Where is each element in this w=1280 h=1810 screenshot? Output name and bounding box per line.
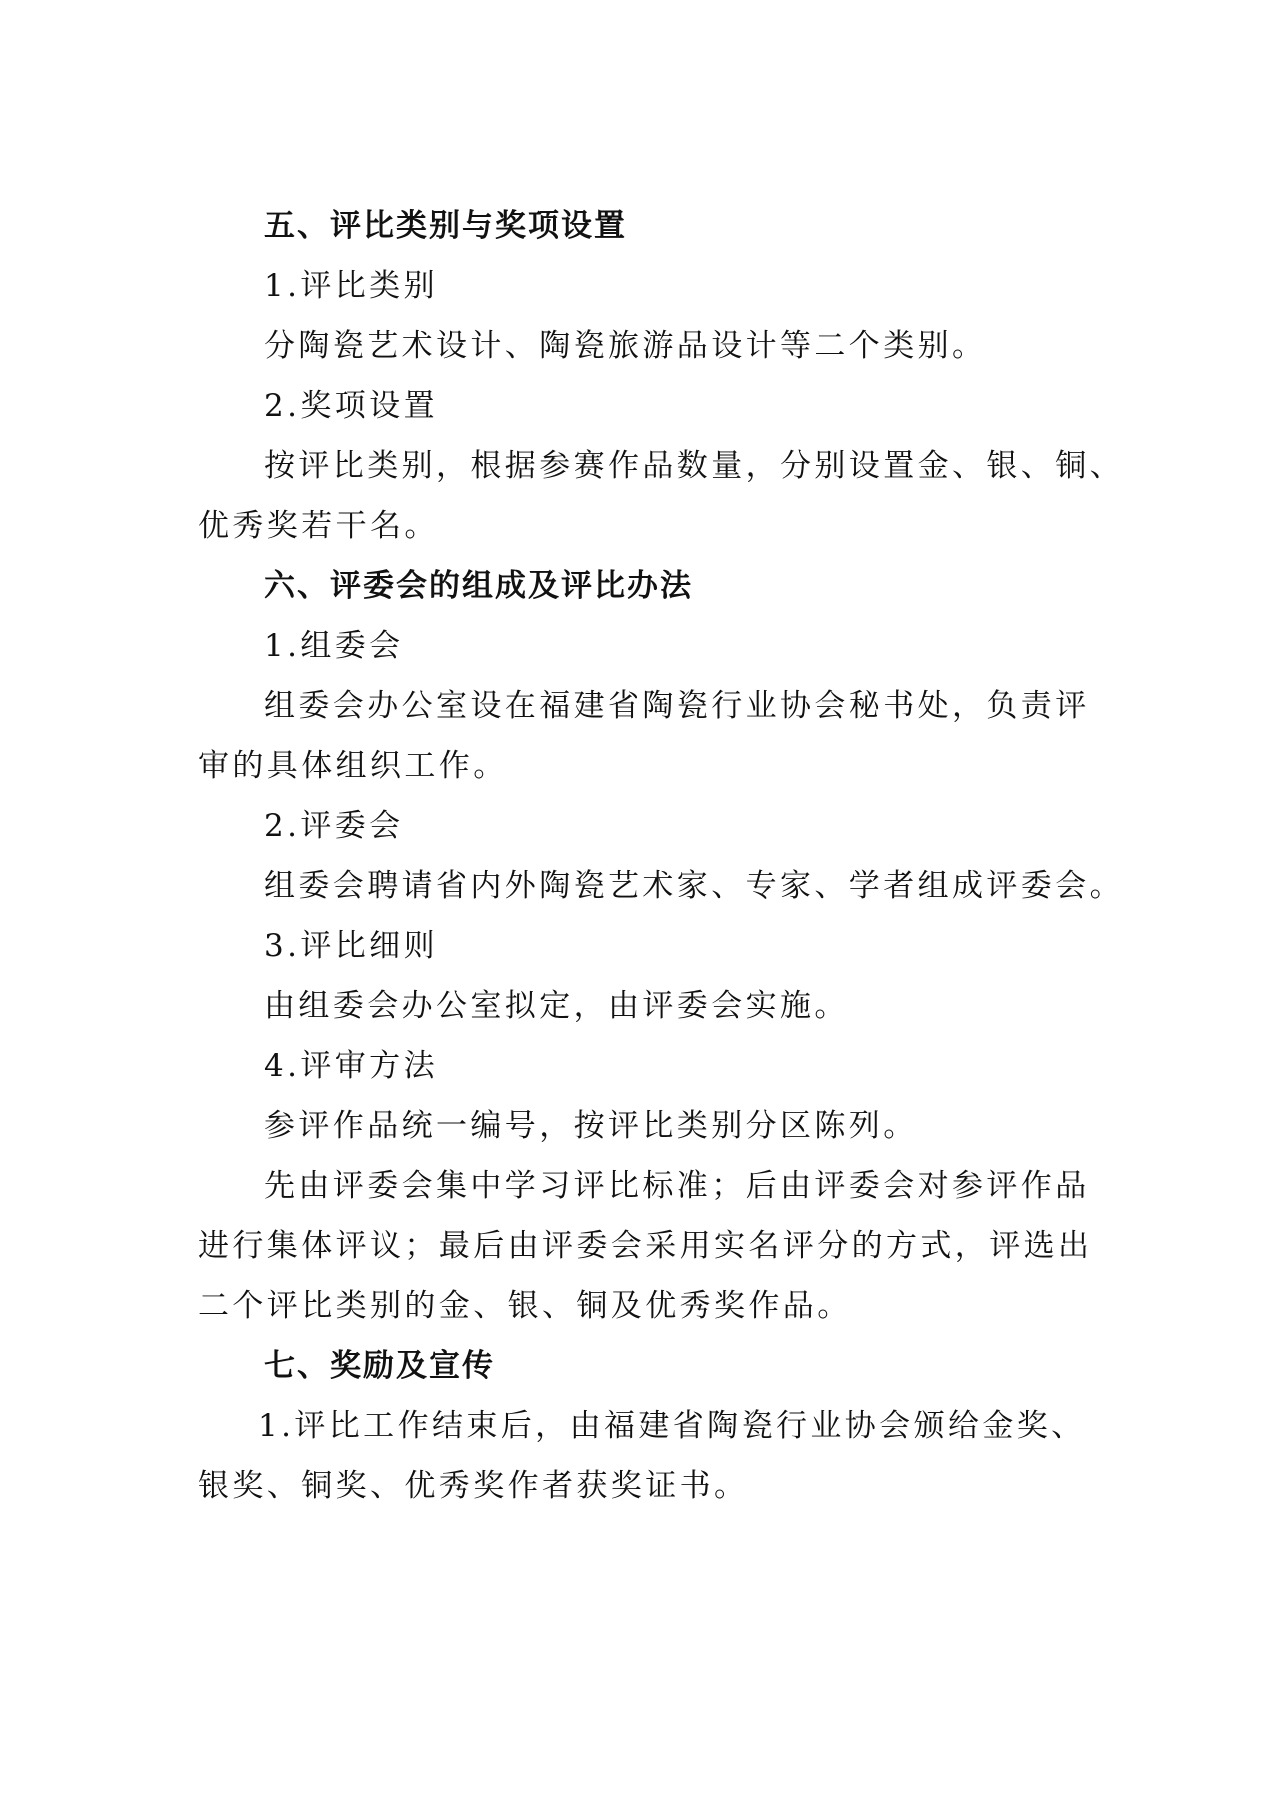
subsection-title: 3.评比细则 (264, 928, 438, 964)
section-heading: 五、评比类别与奖项设置 (264, 208, 627, 244)
paragraph-line: 优秀奖若干名。 (198, 508, 439, 544)
paragraph: 分陶瓷艺术设计、陶瓷旅游品设计等二个类别。 (264, 328, 987, 364)
subsection-title: 2.评委会 (264, 808, 404, 844)
paragraph-line: 审的具体组织工作。 (198, 748, 508, 784)
subsection-title: 1.评比类别 (264, 268, 438, 304)
paragraph-line: 进行集体评议；最后由评委会采用实名评分的方式，评选出 (198, 1228, 1093, 1264)
paragraph: 组委会聘请省内外陶瓷艺术家、专家、学者组成评委会。 (264, 868, 1124, 904)
paragraph-line: 二个评比类别的金、银、铜及优秀奖作品。 (198, 1288, 852, 1324)
subsection-title: 1.组委会 (264, 628, 404, 664)
paragraph-line: 先由评委会集中学习评比标准；后由评委会对参评作品 (264, 1168, 1090, 1204)
paragraph: 参评作品统一编号，按评比类别分区陈列。 (264, 1108, 918, 1144)
paragraph-line: 1.评比工作结束后，由福建省陶瓷行业协会颁给金奖、 (258, 1408, 1086, 1444)
paragraph-line: 银奖、铜奖、优秀奖作者获奖证书。 (198, 1468, 749, 1504)
paragraph: 由组委会办公室拟定，由评委会实施。 (264, 988, 849, 1024)
section-heading: 六、评委会的组成及评比办法 (264, 568, 693, 604)
paragraph-line: 按评比类别，根据参赛作品数量，分别设置金、银、铜、 (264, 448, 1124, 484)
document-body (198, 196, 1124, 1516)
section-heading: 七、奖励及宣传 (264, 1348, 495, 1384)
subsection-title: 4.评审方法 (264, 1048, 438, 1084)
subsection-title: 2.奖项设置 (264, 388, 438, 424)
paragraph-line: 组委会办公室设在福建省陶瓷行业协会秘书处，负责评 (264, 688, 1090, 724)
